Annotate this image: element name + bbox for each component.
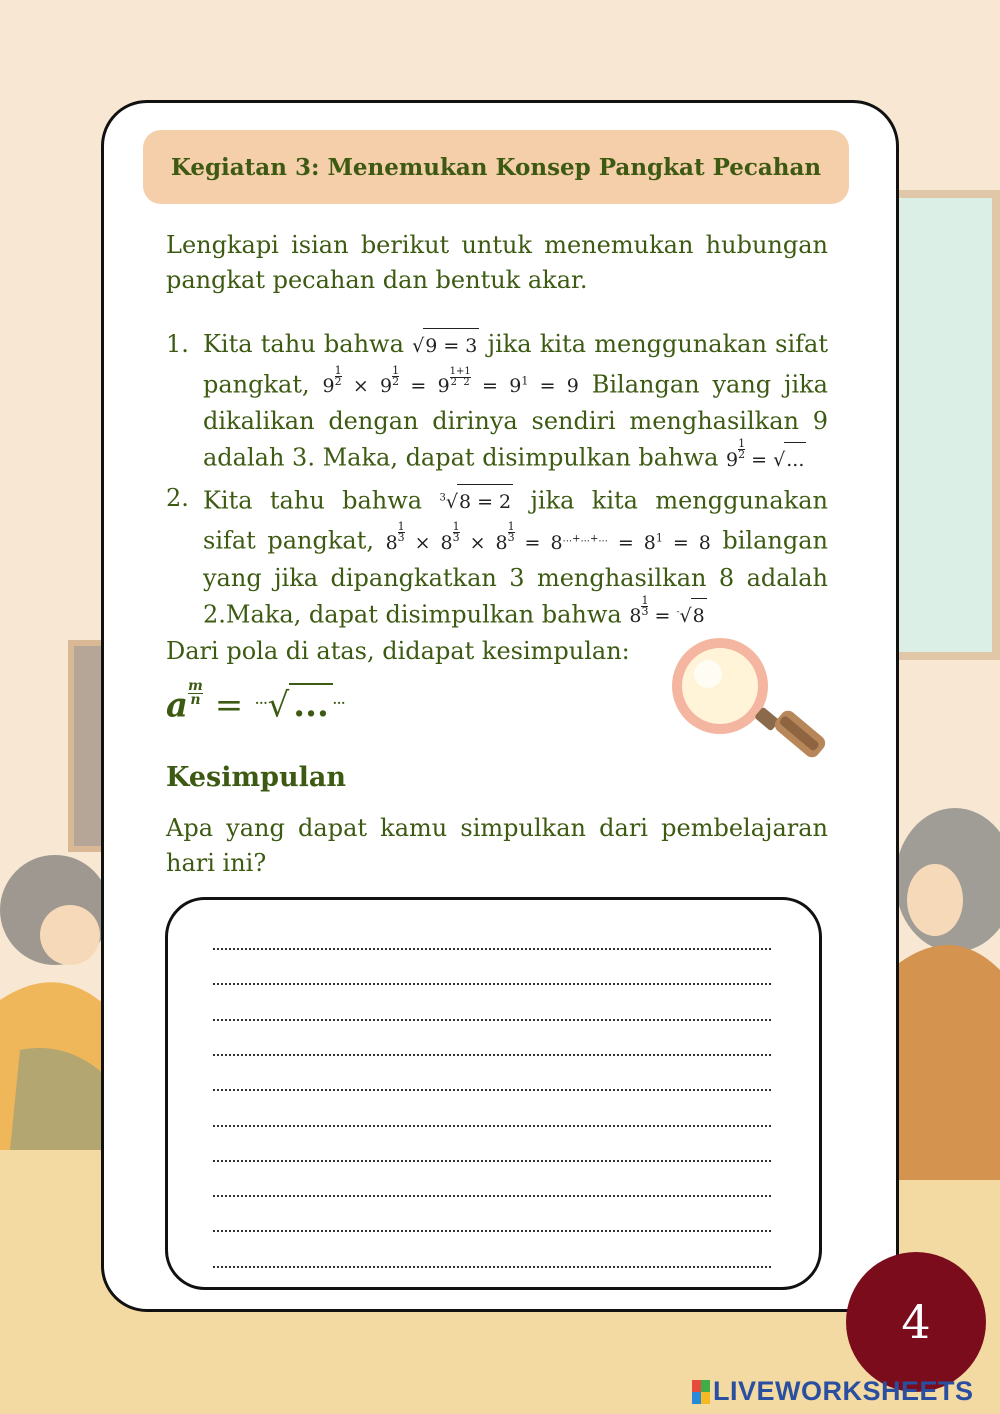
general-formula: a $\frac{m}{n}$ = ...√ ... ... — [166, 678, 346, 726]
background-window — [890, 190, 1000, 660]
answer-line[interactable] — [213, 1054, 771, 1056]
list-item-2: 2. Kita tahu bahwa $^3$√8 = 2 jika kita menggunakan sifat pangkat, 8 $\frac{1}{3}$ × 8 $\frac{1}{3}$ × 8 $\frac{1}{3}$ = $8^{...+...+...} = 8^1 = 8$ bilangan yang jika dipangkatkan 3 menghasilkan 8 adalah 2.Maka, dapat disimpulkan bahwa 8 $\frac{1}{3}$ = -√8 — [166, 481, 828, 634]
kesimpulan-heading: Kesimpulan — [166, 762, 346, 793]
liveworksheets-watermark — [692, 1376, 974, 1407]
list-item-1: 1. Kita tahu bahwa √9 = 3 jika kita menggunakan sifat pangkat, 9 $\frac{1}{2}$ × 9 $\frac{1}{2}$ = 9 $\frac{1+1}{2 2}$ = $9^1 = 9$ Bilangan yang jika dikalikan dengan dirinya sendiri menghasilkan 9 adalah 3. Maka, dapat disimpulkan bahwa 9 $\frac{1}{2}$ = √... — [166, 327, 828, 478]
intro-text: Lengkapi isian berikut untuk menemukan hubungan pangkat pecahan dan bentuk akar. — [166, 231, 828, 294]
page-number-badge — [846, 1252, 986, 1392]
kesimpulan-question: Apa yang dapat kamu simpulkan dari pembelajaran hari ini? — [166, 814, 828, 877]
answer-line[interactable] — [213, 983, 771, 985]
answer-line[interactable] — [213, 1266, 771, 1268]
math-cube-root-8: $^3$√8 = 2 — [439, 491, 513, 513]
answer-line[interactable] — [213, 1125, 771, 1127]
math-exponent-product-2: 8 $\frac{1}{3}$ × 8 $\frac{1}{3}$ × 8 $\frac{1}{3}$ = $8^{...+...+...} = 8^1 = 8$ — [385, 520, 711, 554]
list-item-number: 1. — [166, 330, 189, 358]
activity-title-bar — [143, 130, 849, 204]
pattern-conclusion-text: Dari pola di atas, didapat kesimpulan: — [166, 637, 630, 665]
math-conclusion-2: 8 $\frac{1}{3}$ = -√8 — [629, 605, 706, 627]
answer-line[interactable] — [213, 1089, 771, 1091]
activity-title: Kegiatan 3: Menemukan Konsep Pangkat Pecahan — [170, 153, 822, 181]
list-item-number: 2. — [166, 484, 189, 512]
math-conclusion-1: 9 $\frac{1}{2}$ = √... — [726, 449, 806, 471]
math-sqrt-9: √9 = 3 — [412, 335, 479, 357]
liveworksheets-logo-icon — [692, 1380, 710, 1404]
answer-line[interactable] — [213, 1230, 771, 1232]
page-number: 4 — [901, 1295, 931, 1349]
watermark-text: LIVEWORKSHEETS — [713, 1376, 974, 1406]
answer-line[interactable] — [213, 1195, 771, 1197]
answer-line[interactable] — [213, 948, 771, 950]
answer-line[interactable] — [213, 1019, 771, 1021]
answer-line[interactable] — [213, 1160, 771, 1162]
magnifying-glass-icon — [668, 634, 833, 774]
background-person-right — [890, 800, 1000, 1180]
math-exponent-product: 9 $\frac{1}{2}$ × 9 $\frac{1}{2}$ = 9 $\frac{1+1}{2 2}$ = $9^1 = 9$ — [322, 364, 579, 398]
